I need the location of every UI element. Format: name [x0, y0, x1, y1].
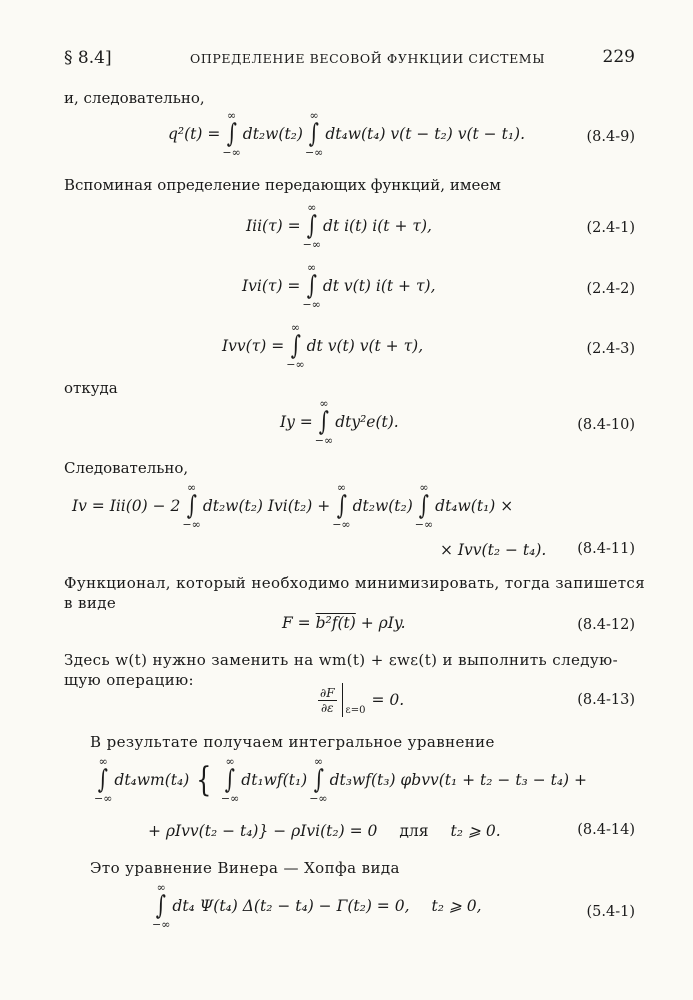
eq-overlined: b²f(t)	[315, 614, 356, 632]
equation-number: (2.4-3)	[586, 341, 635, 357]
eq-body: dt₄ Ψ(t₄) Δ(t₂ − t₄) − Γ(t₂) = 0,	[172, 897, 410, 915]
condition: t₂ ⩾ 0,	[431, 897, 482, 915]
equation-8-4-9	[168, 110, 525, 158]
paragraph-transfer-functions: Вспоминая определение передающих функций, имеем	[64, 176, 501, 194]
integral-sign: ∞ ∫ −∞	[414, 481, 434, 531]
integral-sign: ∞ ∫ −∞	[152, 881, 171, 931]
eq-part: dt₄w(t₁) ×	[435, 497, 514, 515]
paragraph-replace-line2: щую операцию:	[64, 671, 195, 689]
integral-sign: ∞ ∫ −∞	[220, 755, 240, 805]
eq-lhs: q²(t) =	[168, 125, 221, 143]
integral-sign: ∞ ∫ −∞	[304, 109, 324, 159]
equation-2-4-3	[222, 322, 423, 370]
eq-part: dt₂w(t₂) Ivi(t₂) +	[202, 497, 331, 515]
eval-subscript: ε=0	[345, 704, 366, 716]
equation-8-4-11	[72, 482, 513, 530]
partial-fraction: $\frac{\partial F}{\partial\varepsilon}$	[320, 685, 335, 715]
paragraph-consequently: Следовательно,	[64, 459, 189, 477]
equation-2-4-1	[246, 202, 432, 250]
eq-body: dt v(t) v(t + τ),	[306, 337, 424, 355]
eq-part: Iv = Iii(0) − 2	[72, 497, 181, 515]
equation-8-4-10	[280, 398, 399, 446]
equation-number: (2.4-1)	[586, 220, 635, 236]
page-number: 229	[602, 47, 635, 67]
evaluation-bar	[342, 683, 343, 717]
integral-sign: ∞ ∫ −∞	[302, 201, 322, 251]
eq-rest: = 0.	[371, 691, 405, 709]
eq-part: dt₃wf(t₃) φbvv(t₁ + t₂ − t₃ − t₄) +	[329, 771, 588, 789]
eq-body: dty²e(t).	[335, 413, 399, 431]
integral-sign: ∞ ∫ −∞	[222, 109, 241, 159]
eq-lhs: Iii(τ) =	[246, 217, 301, 235]
eq-lhs: Ivv(τ) =	[222, 337, 285, 355]
section-number: § 8.4]	[64, 48, 112, 68]
left-brace: {	[196, 760, 212, 800]
running-title: ОПРЕДЕЛЕНИЕ ВЕСОВОЙ ФУНКЦИИ СИСТЕМЫ	[190, 51, 546, 66]
eq-lhs: Iy =	[280, 413, 313, 431]
eq-term: dt₄w(t₄) v(t − t₂) v(t − t₁).	[325, 125, 526, 143]
integral-sign: ∞ ∫ −∞	[302, 261, 321, 311]
integral-sign: ∞ ∫ −∞	[182, 481, 201, 531]
equation-8-4-11-line2: × Ivv(t₂ − t₄).	[440, 541, 547, 559]
integral-sign: ∞ ∫ −∞	[286, 321, 305, 371]
condition-word: для	[399, 822, 429, 840]
equation-number: (8.4-13)	[577, 692, 635, 708]
paragraph-whence: откуда	[64, 379, 118, 397]
paragraph-functional-line2: в виде	[64, 594, 117, 612]
paragraph-functional-line1: Функционал, который необходимо минимизировать, тогда запишется	[64, 574, 646, 592]
eq-term: dt₂w(t₂)	[242, 125, 303, 143]
eq-part: dt₄wm(t₄)	[114, 771, 190, 789]
equation-2-4-2	[242, 262, 436, 310]
integral-sign: ∞ ∫ −∞	[94, 755, 113, 805]
equation-number: (8.4-11)	[577, 541, 635, 557]
equation-number: (8.4-9)	[586, 129, 635, 145]
equation-number: (8.4-10)	[577, 417, 635, 433]
equation-number: (2.4-2)	[586, 281, 635, 297]
eq-rest: + ρIy.	[360, 614, 406, 632]
equation-8-4-13	[318, 683, 404, 717]
condition: t₂ ⩾ 0.	[450, 822, 501, 840]
paragraph-result: В результате получаем интегральное уравнение	[90, 733, 495, 751]
eq-body: dt i(t) i(t + τ),	[323, 217, 432, 235]
eq-part: + ρIvv(t₂ − t₄)} − ρIvi(t₂) = 0	[148, 822, 378, 840]
eq-lhs: Ivi(τ) =	[242, 277, 301, 295]
equation-number: (8.4-14)	[577, 822, 635, 838]
eq-lhs: F =	[282, 614, 311, 632]
equation-8-4-14-line2	[148, 822, 501, 840]
integral-sign: ∞ ∫ −∞	[309, 755, 328, 805]
equation-number: (5.4-1)	[586, 904, 635, 920]
eq-body: dt v(t) i(t + τ),	[322, 277, 436, 295]
paragraph-wiener-hopf: Это уравнение Винера — Хопфа вида	[90, 859, 400, 877]
eq-part: dt₁wf(t₁)	[241, 771, 308, 789]
eq-part: dt₂w(t₂)	[352, 497, 413, 515]
paragraph-replace-line1: Здесь w(t) нужно заменить на wm(t) + εwε(t) и выполнить следую-	[64, 651, 619, 669]
integral-sign: ∞ ∫ −∞	[332, 481, 351, 531]
integral-sign: ∞ ∫ −∞	[314, 397, 334, 447]
paragraph-intro: и, следовательно,	[64, 89, 205, 107]
equation-8-4-14	[92, 756, 587, 804]
equation-8-4-12	[282, 614, 406, 632]
equation-5-4-1	[150, 882, 482, 930]
equation-number: (8.4-12)	[577, 617, 635, 633]
